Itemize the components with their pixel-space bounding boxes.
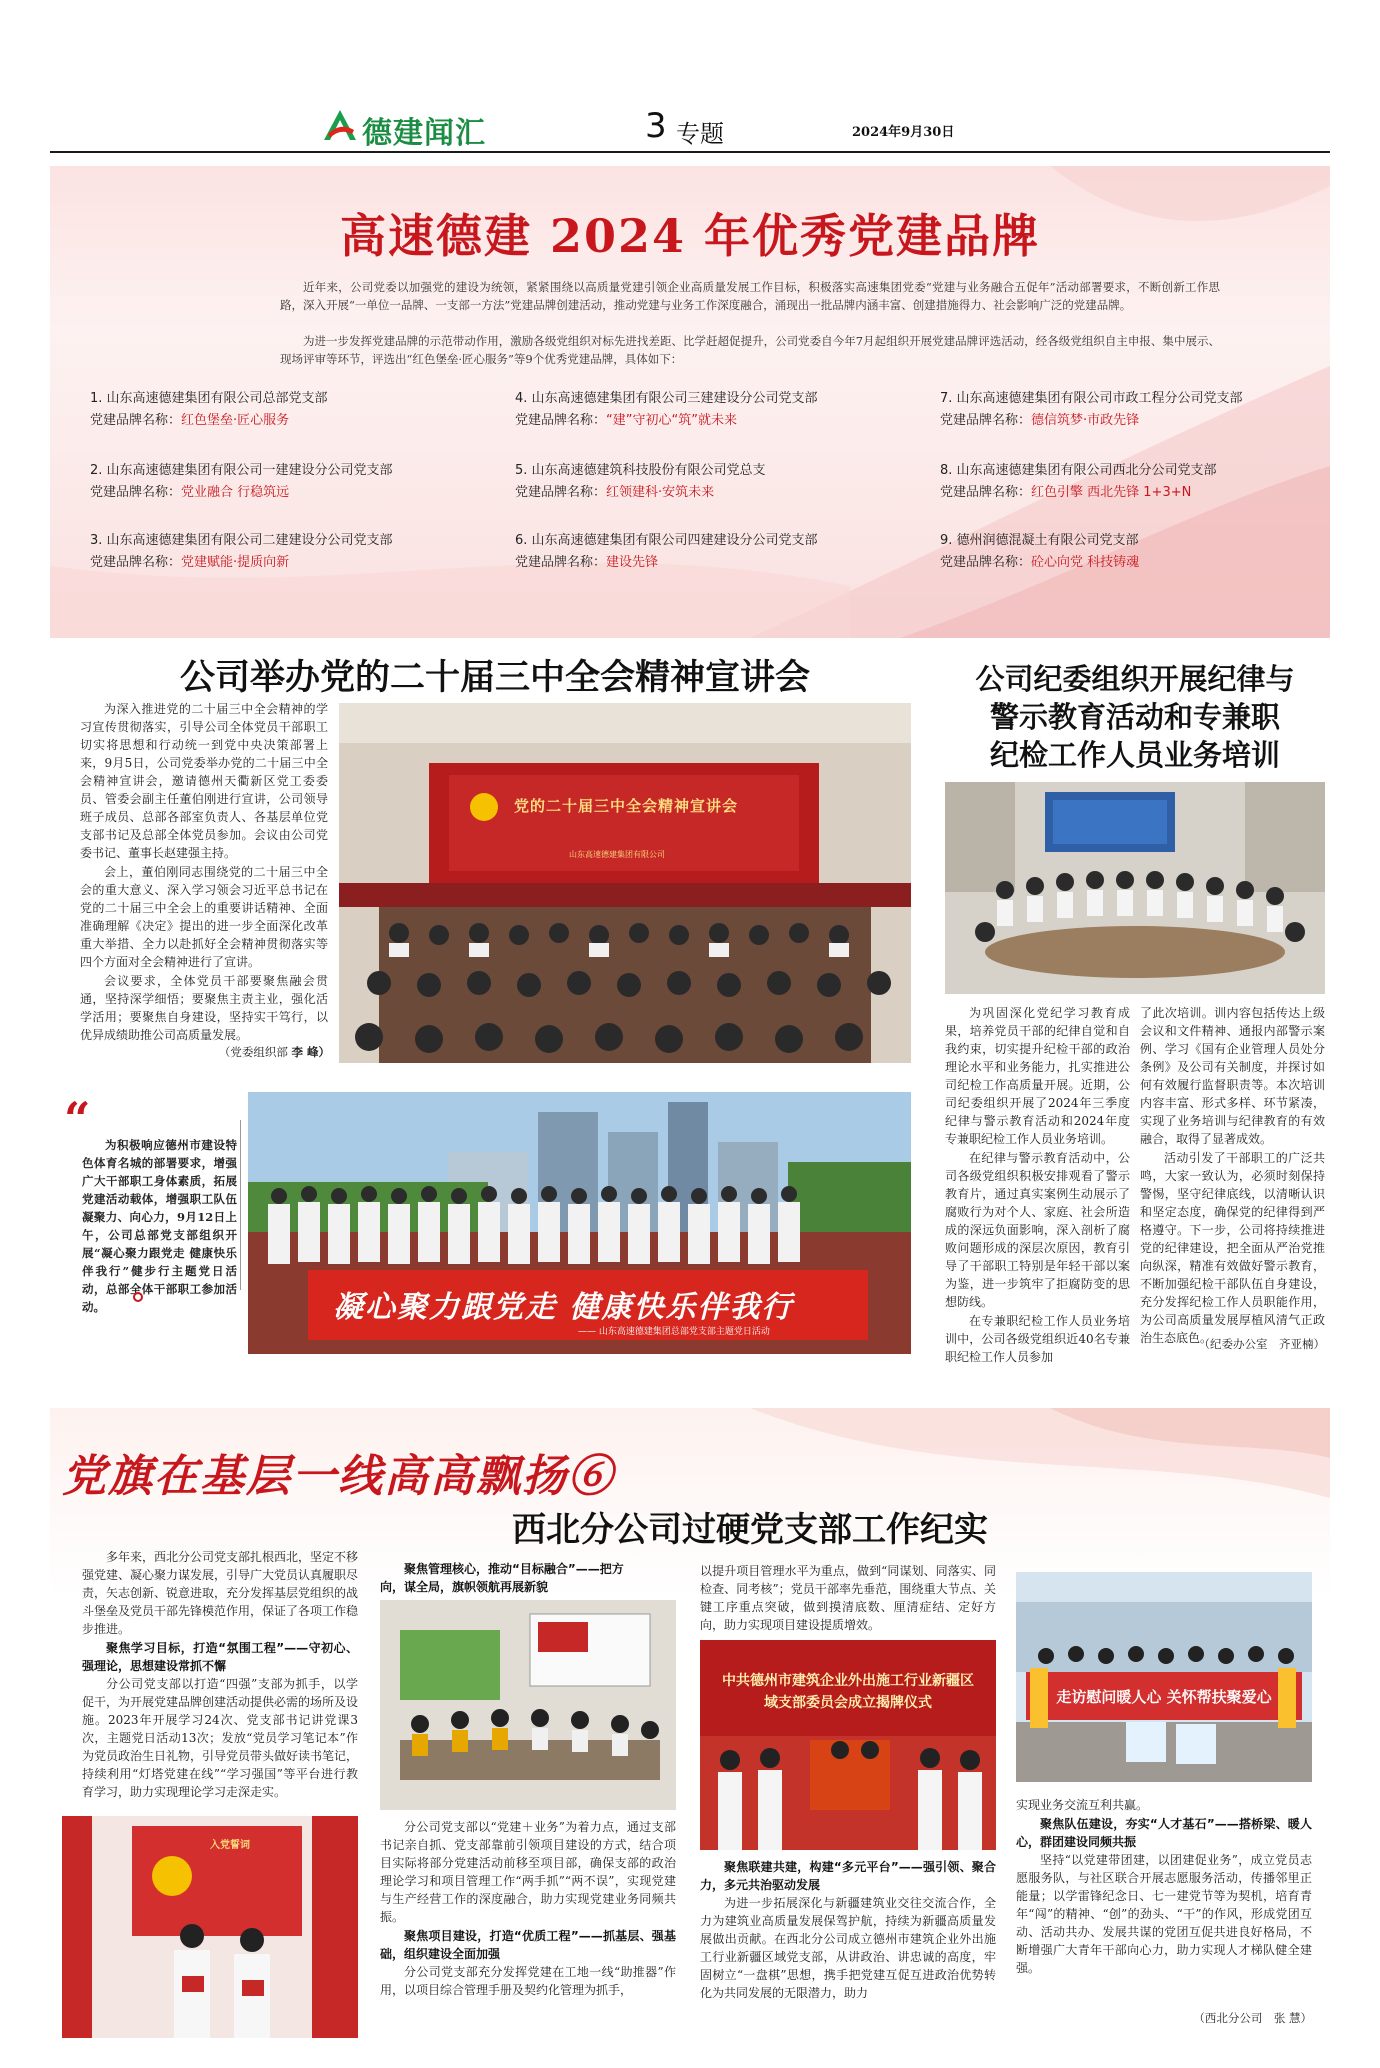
quote-text: 为积极响应德州市建设特色体育名城的部署要求，增强广大干部职工身体素质，拓展党建活动载体，增强职工队伍凝聚力、向心力，9月12日上午，公司总部党支部组织开展“凝心聚力跟党走 健康快乐伴我行”健步行主题党日活动，总部全体干部职工参加活动。 — [82, 1138, 237, 1314]
article1-paragraph: 会议要求，全体党员干部要聚焦融会贯通，坚持深学细悟；要聚焦主责主业，强化活学活用；要聚焦自身建设，坚持实干笃行，以优异成绩助推公司高质量发展。 — [80, 974, 328, 1042]
brand-org: 9. 德州润德混凝土有限公司党支部 — [940, 533, 1139, 548]
banner-intro-1: 近年来，公司党委以加强党的建设为统领，紧紧围绕以高质量党建引领企业高质量发展工作目标，积极落实高速集团党委“党建与业务融合五促年”活动部署要求，不断创新工作思路，深入开展“一单位一品牌、一支部一方法”党建品牌创建活动，推动党建与业务工作深度融合，涌现出一批品牌内涵丰富、创建措施得力、社会影响广泛的党建品牌。 — [280, 280, 1220, 312]
article3-subheading: 聚焦项目建设，打造“优质工程”——抓基层、强基础，组织建设全面加强 — [380, 1929, 676, 1961]
lecture-photo — [339, 703, 911, 1063]
volunteer-photo-banner: 走访慰问暖人心 关怀帮扶聚爱心 — [1056, 1688, 1272, 1706]
brand-item — [90, 460, 500, 504]
party-branch-photo-banner: 中共德州市建筑企业外出施工行业新疆区域支部委员会成立揭牌仪式 — [722, 1673, 974, 1711]
office-meeting-photo — [380, 1600, 676, 1810]
quote-divider — [240, 1120, 241, 1290]
banner-title: 高速德建 2024 年优秀党建品牌 — [339, 209, 1041, 263]
brand-org: 1. 山东高速德建集团有限公司总部党支部 — [90, 391, 328, 406]
brand-banner — [50, 166, 1330, 638]
article1-paragraph: 会上，董伯刚同志围绕党的二十届三中全会的重大意义、深入学习领会习近平总书记在党的二十届三中全会上的重要讲话精神、全面准确理解《决定》提出的进一步全面深化改革重大举措、全力以赴抓好全会精神贯彻落实等四个方面对全会精神进行了宣讲。 — [80, 865, 328, 969]
article2-title — [940, 660, 1330, 774]
brand-name-line — [515, 552, 925, 574]
brand-label: 党建品牌名称： — [940, 555, 1032, 570]
brand-name-line — [515, 482, 925, 504]
brand-name: 红色引擎 西北先锋 1+3+N — [1031, 485, 1192, 500]
lecture-photo-sub: 山东高速德建集团有限公司 — [569, 850, 665, 859]
article2-title-line: 警示教育活动和专兼职 — [989, 700, 1280, 734]
article3-paragraph: 坚持“以党建带团建，以团建促业务”，成立党员志愿服务队，与社区联合开展志愿服务活动，传播邻里正能量；以学雷锋纪念日、七一建党节等为契机，培育青年“闯”的精神、“创”的劲头、“干”的作风，形成党团互动、活动共办、发展共谋的党团互促共进良好格局，不断增强广大青年干部向心力，助力实现人才梯队健全建强。 — [1016, 1853, 1312, 1975]
brand-name-line — [940, 552, 1330, 574]
brand-item — [940, 530, 1330, 574]
oath-photo — [62, 1816, 358, 2038]
section-name: 专题 — [676, 120, 724, 148]
masthead — [0, 0, 1380, 160]
article3-paragraph: 多年来，西北分公司党支部扎根西北，坚定不移强党建、凝心聚力谋发展，引导广大党员认真履职尽责，矢志创新、锐意进取，充分发挥基层党组织的战斗堡垒及党员干部先锋模范作用，保证了各项工作稳步推进。 — [82, 1550, 359, 1636]
article2-paragraph: 活动引发了干部职工的广泛共鸣，大家一致认为，必须时刻保持警惕，坚守纪律底线，以清晰认识和坚定态度，确保党的纪律得到严格遵守。下一步，公司将持续推进党的纪律建设，把全面从严治党推向纵深，精准有效做好警示教育，不断加强纪检干部队伍自身建设，充分发挥纪检工作人员职能作用，为公司高质量发展厚植风清气正政治生态底色。 — [1140, 1151, 1325, 1345]
article3-paragraph: 分公司党支部充分发挥党建在工地一线“助推器”作用，以项目综合管理手册及契约化管理为抓手， — [380, 1965, 676, 1997]
article3-paragraph: 为进一步拓展深化与新疆建筑业交往交流合作，全力为建筑业高质量发展保驾护航，持续为新疆高质量发展做出贡献。在西北分公司成立德州市建筑企业外出施工行业新疆区域党支部，从讲政治、讲忠诚的高度，牢固树立“一盘棋”思想，携手把党建互促互进政治优势转化为共同发展的无限潜力，助力 — [700, 1896, 996, 2000]
brand-label: 党建品牌名称： — [90, 413, 182, 428]
brand-name: 建设先锋 — [606, 555, 659, 570]
brand-org: 6. 山东高速德建集团有限公司四建建设分公司党支部 — [515, 533, 818, 548]
article2-paragraph: 在纪律与警示教育活动中，公司各级党组织积极安排观看了警示教育片，通过真实案例生动展示了腐败行为对个人、家庭、社会所造成的深远负面影响，深入剖析了腐败问题形成的深层次原因，教育引导了干部职工特别是年轻干部以案为鉴，进一步筑牢了拒腐防变的思想防线。 — [945, 1151, 1130, 1309]
article2-paragraph: 了此次培训。训内容包括传达上级会议和文件精神、通报内部警示案例、学习《国有企业管理人员处分条例》及公司有关制度，并探讨如何有效履行监督职责等。本次培训内容丰富、形式多样、环节紧凑，实现了业务培训与纪律教育的有效融合，取得了显著成效。 — [1140, 1006, 1325, 1146]
volunteer-photo — [1016, 1572, 1312, 1782]
logo-text: 德建闻汇 — [362, 116, 486, 151]
logo-icon — [322, 108, 358, 142]
brand-label: 党建品牌名称： — [515, 413, 607, 428]
article3-col2 — [380, 1818, 676, 2000]
meeting-photo — [945, 782, 1325, 994]
article3-subheading: 聚焦管理核心，推动“目标融合”——把方向，谋全局，旗帜领航再展新貌 — [380, 1562, 624, 1594]
brand-item — [515, 460, 925, 504]
party-branch-photo — [700, 1640, 996, 1850]
byline-unit: （党委组织部 — [218, 1045, 288, 1059]
brand-name: “建”守初心“筑”就未来 — [606, 413, 737, 428]
brand-name: 红领建科·安筑未来 — [606, 485, 715, 500]
brand-label: 党建品牌名称： — [90, 485, 182, 500]
article2-col2 — [1140, 1004, 1325, 1348]
brand-org: 2. 山东高速德建集团有限公司一建建设分公司党支部 — [90, 463, 393, 478]
brand-org: 8. 山东高速德建集团有限公司西北分公司党支部 — [940, 463, 1217, 478]
walk-photo-banner-sub: —— 山东高速德建集团总部党支部主题党日活动 — [578, 1327, 770, 1337]
brand-name-line — [90, 410, 500, 432]
brand-name: 党业融合 行稳筑远 — [181, 485, 290, 500]
brand-item — [515, 388, 925, 432]
article2-byline: （纪委办公室 齐亚楠） — [1198, 1337, 1325, 1351]
brand-name-line — [90, 552, 500, 574]
quote-mark: “ — [64, 1092, 91, 1146]
article1-title: 公司举办党的二十届三中全会精神宣讲会 — [179, 657, 810, 698]
article3-paragraph: 实现业务交流互利共赢。 — [1016, 1798, 1149, 1812]
brand-item — [90, 388, 500, 432]
brand-name-line — [940, 410, 1330, 432]
article3-col3-top: 以提升项目管理水平为重点，做到“同谋划、同落实、同检查、同考核”；党员干部率先垂范，围绕重大节点、关键工序重点突破，做到摸清底数、厘清症结、定好方向，助力实现项目建设提质增效。 — [700, 1564, 996, 1632]
brand-name-line — [90, 482, 500, 504]
brand-org: 4. 山东高速德建集团有限公司三建建设分公司党支部 — [515, 391, 818, 406]
article2-title-line: 纪检工作人员业务培训 — [989, 738, 1280, 772]
article3-paragraph: 分公司党支部以“党建＋业务”为着力点，通过支部书记亲自抓、党支部靠前引领项目建设的方式，结合项目实际将部分党建活动前移至项目部，确保支部的政治理论学习和项目管理工作“两手抓”“两不误”，实现党建与生产经营工作的深度融合，助力实现党建业务同频共振。 — [380, 1820, 676, 1924]
article3-col4 — [1016, 1796, 1312, 1978]
brand-name: 党建赋能·提质向新 — [181, 555, 290, 570]
brand-label: 党建品牌名称： — [515, 485, 607, 500]
article1-body — [80, 700, 328, 1045]
brand-label: 党建品牌名称： — [940, 485, 1032, 500]
article3-byline: （西北分公司 张 慧） — [1193, 2011, 1312, 2025]
article3-paragraph: 分公司党支部以打造“四强”支部为抓手，以学促干，为开展党建品牌创建活动提供必需的场所及设施。2023年开展学习24次、党支部书记讲党课3次，主题党日活动13次；发放“党员学习笔记本”作为党员政治生日礼物，引导党员带头做好读书笔记，持续利用“灯塔党建在线”“学习强国”等平台进行教育学习，助力实现理论学习走深走实。 — [82, 1677, 359, 1799]
masthead-rule — [50, 151, 1330, 153]
brand-label: 党建品牌名称： — [515, 555, 607, 570]
walk-photo-banner: 凝心聚力跟党走 健康快乐伴我行 — [333, 1290, 794, 1325]
brand-label: 党建品牌名称： — [90, 555, 182, 570]
article3-col3 — [700, 1858, 996, 2003]
article3-subheading: 聚焦队伍建设，夯实“人才基石”——搭桥梁、暖人心，群团建设同频共振 — [1016, 1817, 1312, 1849]
article1-paragraph: 为深入推进党的二十届三中全会精神的学习宣传贯彻落实，引导公司全体党员干部职工切实将思想和行动统一到党中央决策部署上来，9月5日，公司党委举办党的二十届三中全会精神宣讲会，邀请德州天衢新区党工委委员、管委会副主任董伯刚进行宣讲，公司领导班子成员、总部各部室负责人、各基层单位党支部书记及总部全体党员参加。会议由公司党委书记、董事长赵建强主持。 — [80, 702, 328, 860]
brand-name: 德信筑梦·市政先锋 — [1031, 413, 1140, 428]
brand-org: 7. 山东高速德建集团有限公司市政工程分公司党支部 — [940, 391, 1243, 406]
article1-byline — [170, 1044, 330, 1060]
page-number: 3 — [645, 106, 667, 146]
brand-name-line — [515, 410, 925, 432]
article3-subheading: 聚焦学习目标，打造“氛围工程”——守初心、强理论，思想建设常抓不懈 — [82, 1641, 358, 1673]
quote-dot-icon — [133, 1292, 143, 1302]
brand-item — [515, 530, 925, 574]
brand-label: 党建品牌名称： — [940, 413, 1032, 428]
issue-date: 2024年9月30日 — [852, 125, 955, 140]
article2-paragraph: 在专兼职纪检工作人员业务培训中，公司各级党组织近40名专兼职纪检工作人员参加 — [945, 1314, 1130, 1364]
article2-title-line: 公司纪委组织开展纪律与 — [975, 662, 1295, 696]
article2-col1 — [945, 1004, 1130, 1367]
brand-item — [940, 460, 1330, 504]
byline-name: 李 峰） — [291, 1045, 330, 1059]
article3-col1 — [82, 1548, 358, 1802]
brand-item — [90, 530, 500, 574]
brand-item — [940, 388, 1330, 432]
walk-photo — [248, 1092, 911, 1354]
brand-name: 红色堡垒·匠心服务 — [181, 413, 290, 428]
brand-name-line — [940, 482, 1330, 504]
brand-org: 5. 山东高速德建筑科技股份有限公司党总支 — [515, 463, 766, 478]
article3-title: 西北分公司过硬党支部工作纪实 — [512, 1510, 988, 1550]
brand-name: 砼心向党 科技铸魂 — [1031, 555, 1140, 570]
article2-paragraph: 为巩固深化党纪学习教育成果，培养党员干部的纪律自觉和自我约束，切实提升纪检干部的政治理论水平和业务能力，扎实推进公司纪检工作高质量开展。近期，公司纪委组织开展了2024年三季度纪律与警示教育活动和2024年度专兼职纪检工作人员业务培训。 — [945, 1006, 1130, 1146]
article3-series-title: 党旗在基层一线高高飘扬⑥ — [62, 1451, 614, 1502]
oath-photo-banner: 入党誓词 — [210, 1840, 250, 1851]
article3-subheading: 聚焦联建共建，构建“多元平台”——强引领、聚合力，多元共治驱动发展 — [700, 1860, 996, 1892]
lecture-photo-banner: 党的二十届三中全会精神宣讲会 — [514, 797, 739, 815]
banner-intro-2: 为进一步发挥党建品牌的示范带动作用，激励各级党组织对标先进找差距、比学赶超促提升，公司党委自今年7月起组织开展党建品牌评选活动，经各级党组织自主申报、集中展示、现场评审等环节，评选出“红色堡垒·匠心服务”等9个优秀党建品牌，具体如下： — [280, 334, 1220, 366]
brand-org: 3. 山东高速德建集团有限公司二建建设分公司党支部 — [90, 533, 393, 548]
